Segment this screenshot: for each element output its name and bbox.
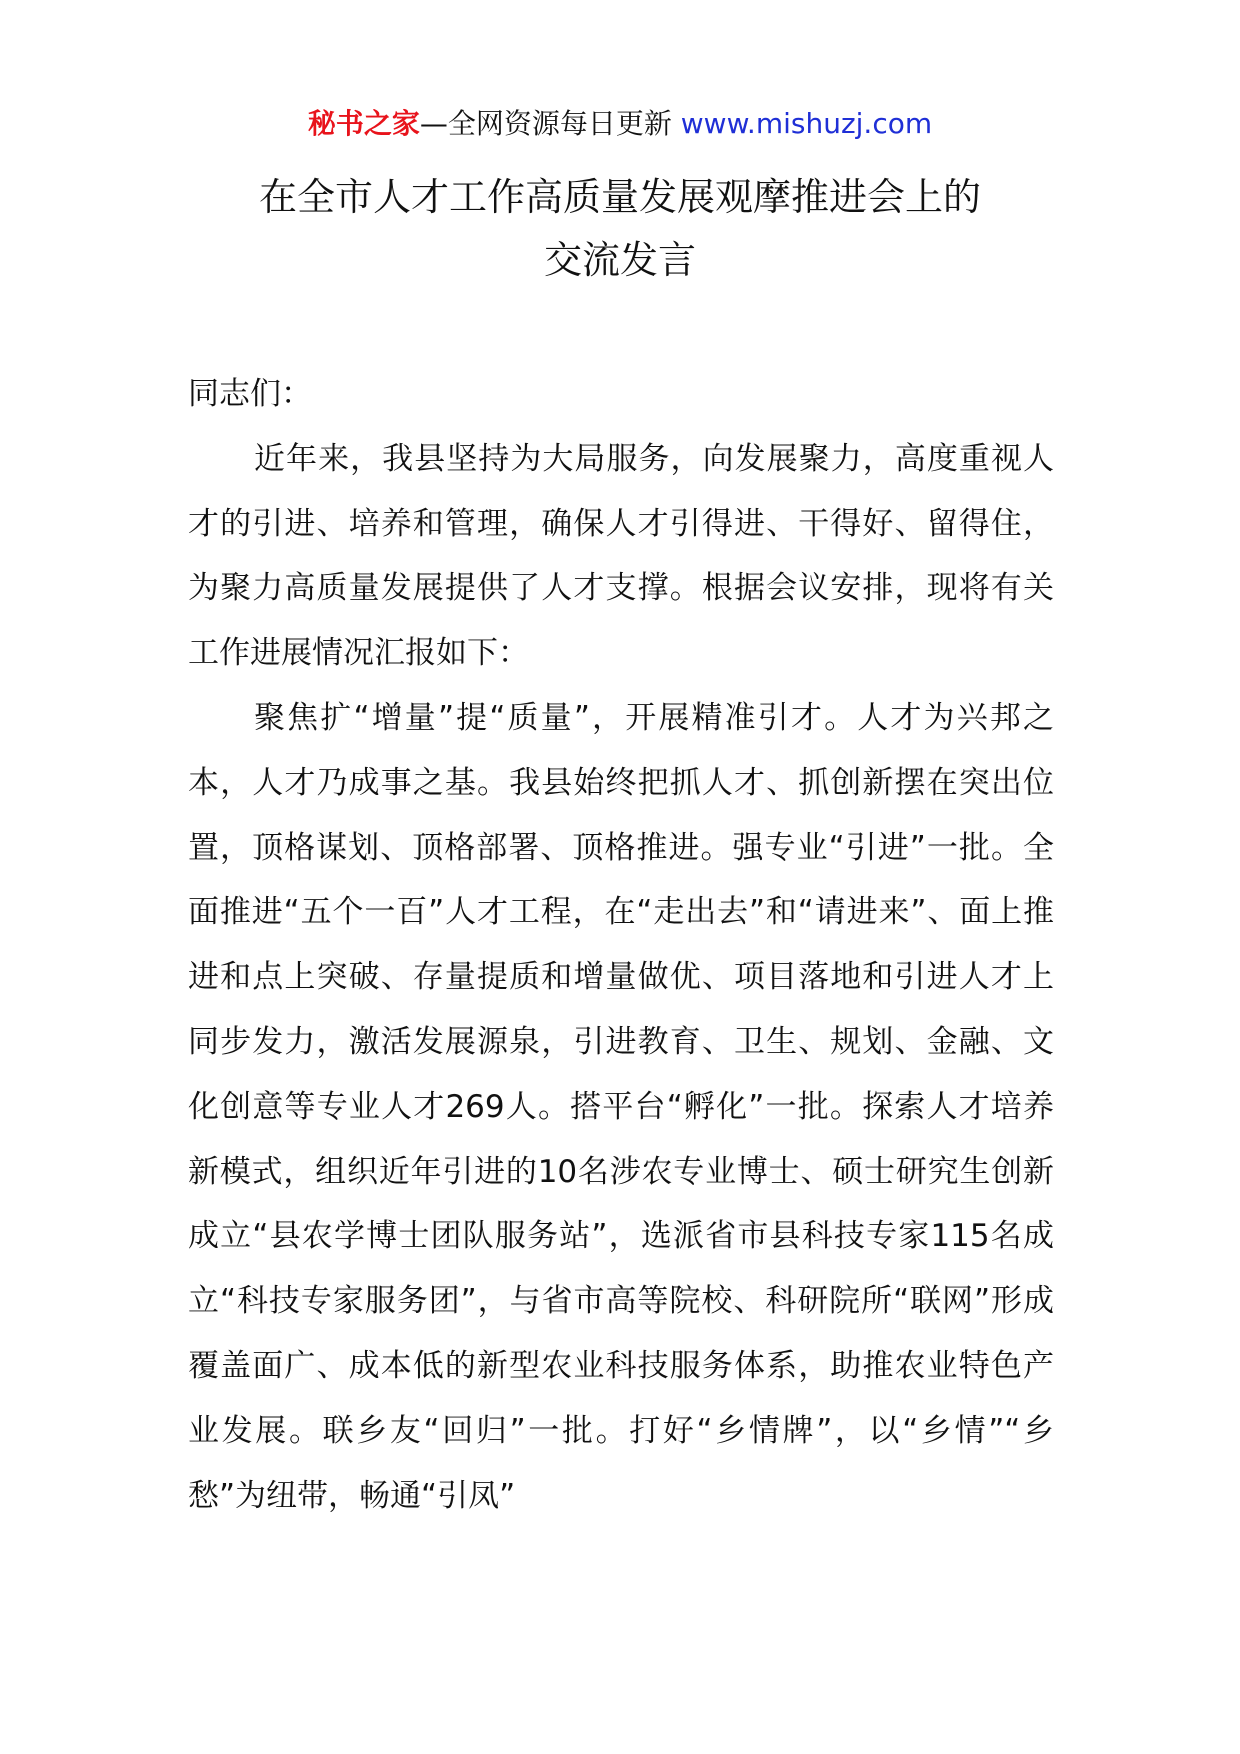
document-body xyxy=(188,362,1054,1528)
title-line-1: 在全市人才工作高质量发展观摩推进会上的 xyxy=(258,175,981,219)
paragraph: 近年来，我县坚持为大局服务，向发展聚力，高度重视人才的引进、培养和管理，确保人才引得进、干得好、留得住，为聚力高质量发展提供了人才支撑。根据会议安排，现将有关工作进展情况汇报如下： xyxy=(188,440,1054,672)
site-header xyxy=(0,104,1240,144)
paragraph: 聚焦扩“增量”提“质量”，开展精准引才。人才为兴邦之本，人才乃成事之基。我县始终把抓人才、抓创新摆在突出位置，顶格谋划、顶格部署、顶格推进。强专业“引进”一批。全面推进“五个一百”人才工程，在“走出去”和“请进来”、面上推进和点上突破、存量提质和增量做优、项目落地和引进人才上同步发力，激活发展源泉，引进教育、卫生、规划、金融、文化创意等专业人才269人。搭平台“孵化”一批。探索人才培养新模式，组织近年引进的10名涉农专业博士、硕士研究生创新成立“县农学博士团队服务站”，选派省市县科技专家115名成立“科技专家服务团”，与省市高等院校、科研院所“联网”形成覆盖面广、成本低的新型农业科技服务体系，助推农业特色产业发展。联乡友“回归”一批。打好“乡情牌”，以“乡情”“乡愁”为纽带，畅通“引凤” xyxy=(188,699,1054,1514)
brand-name: 秘书之家 xyxy=(307,107,420,140)
salutation: 同志们： xyxy=(188,376,312,412)
document-title xyxy=(0,166,1240,292)
site-url-link[interactable]: www.mishuzj.com xyxy=(680,107,933,140)
title-line-2: 交流发言 xyxy=(543,238,696,282)
header-tagline: —全网资源每日更新 xyxy=(419,107,681,140)
